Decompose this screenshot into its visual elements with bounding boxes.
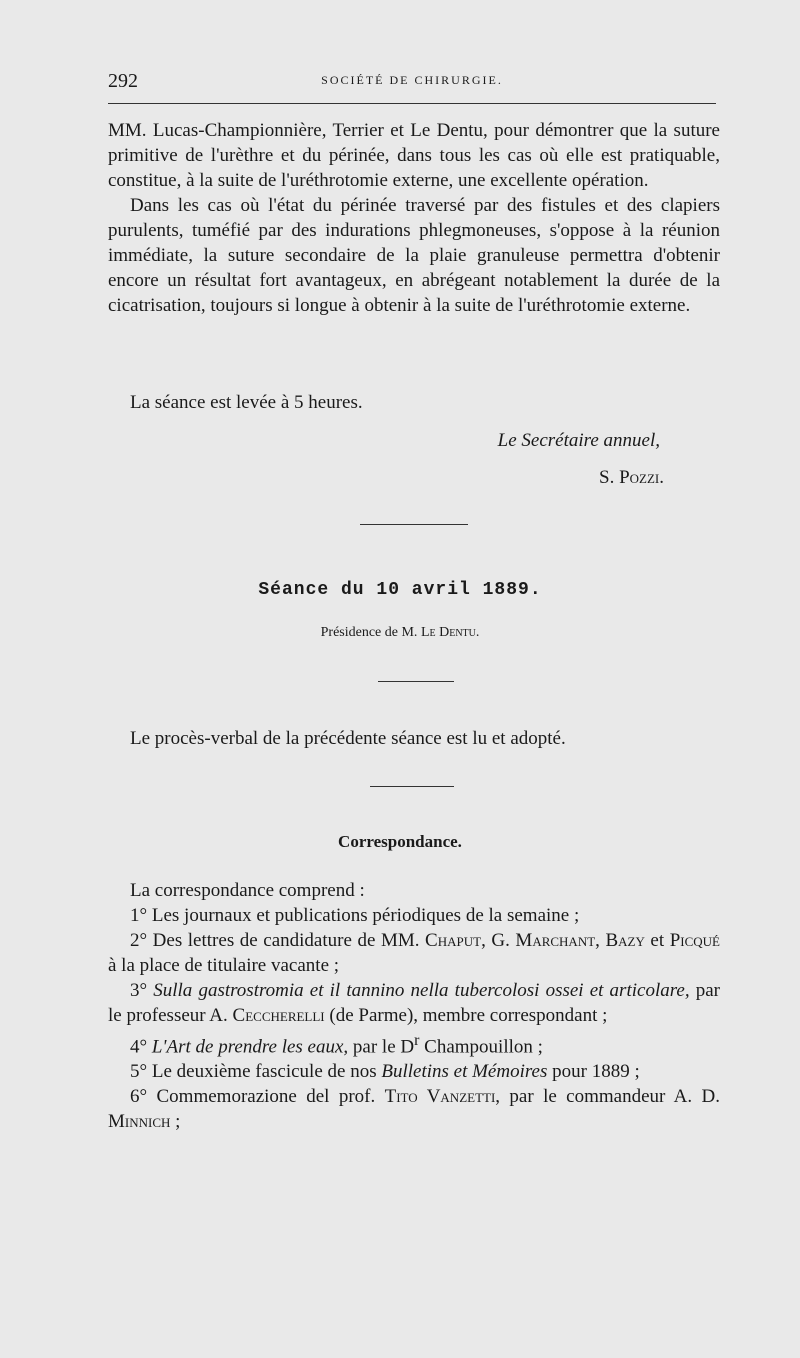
page-number: 292 — [108, 70, 138, 92]
signature-role: Le Secrétaire annuel, — [497, 430, 660, 451]
second-paragraph: Dans les cas où l'état du périnée traversé par des fistules et des clapiers purulents, tuméfié par des indurations phlegmoneuses, s'oppose à la réunion immédiate, la suture secondaire de la plaie granuleuse permettra d'obtenir encore un résultat fort avantageux, en abrégeant notablement la durée de la cicatrisation, toujours si longue à obtenir à la suite de l'uréthrotomie externe. — [108, 195, 720, 316]
body-text-top — [108, 118, 720, 318]
correspondance-intro: La correspondance comprend : — [130, 880, 365, 901]
correspondance-heading: Correspondance. — [338, 832, 462, 851]
list-item: 1° Les journaux et publications périodiques de la semaine ; — [130, 905, 580, 926]
header-rule — [108, 103, 716, 104]
minutes-block — [108, 726, 720, 751]
closing-line: La séance est levée à 5 heures. — [130, 392, 363, 413]
list-item: 5° Le deuxième fascicule de nos Bulletins et Mémoires pour 1889 ; — [130, 1061, 640, 1083]
closing-block — [108, 390, 720, 415]
signature-name: S. Pozzi. — [599, 467, 664, 488]
correspondance-list — [108, 878, 720, 1134]
list-item: 4° L'Art de prendre les eaux, par le $D^r$ Champouillon ; — [130, 1032, 543, 1058]
session-title: Séance du 10 avril 1889. — [258, 580, 542, 600]
presidence-line: Présidence de M. Le Dentu. — [320, 625, 480, 640]
page-header — [108, 70, 716, 100]
running-head: SOCIÉTÉ DE CHIRURGIE. — [321, 73, 503, 87]
minutes-line: Le procès-verbal de la précédente séance est lu et adopté. — [130, 728, 566, 749]
list-item: 3° Sulla gastrostromia et il tannino nella tubercolosi ossei et articolare, par le professeur A. Ceccherelli (de Parme), membre correspondant ; — [108, 980, 721, 1026]
signature-block — [108, 428, 664, 490]
divider-short — [378, 681, 454, 682]
list-item: 2° Des lettres de candidature de MM. Chaput, G. Marchant, Bazy et Picqué à la place de titulaire vacante ; — [108, 930, 720, 976]
divider-minutes — [370, 786, 454, 787]
intro-paragraph: MM. Lucas-Championnière, Terrier et Le Dentu, pour démontrer que la suture primitive de l'urèthre et du périnée, dans tous les cas où elle est pratiquable, constitue, à la suite de l'uréthrotomie externe, une excellente opération. — [108, 120, 720, 191]
list-item: 6° Commemorazione del prof. Tito Vanzetti, par le commandeur A. D. Minnich ; — [108, 1086, 721, 1133]
section-divider — [360, 524, 468, 525]
